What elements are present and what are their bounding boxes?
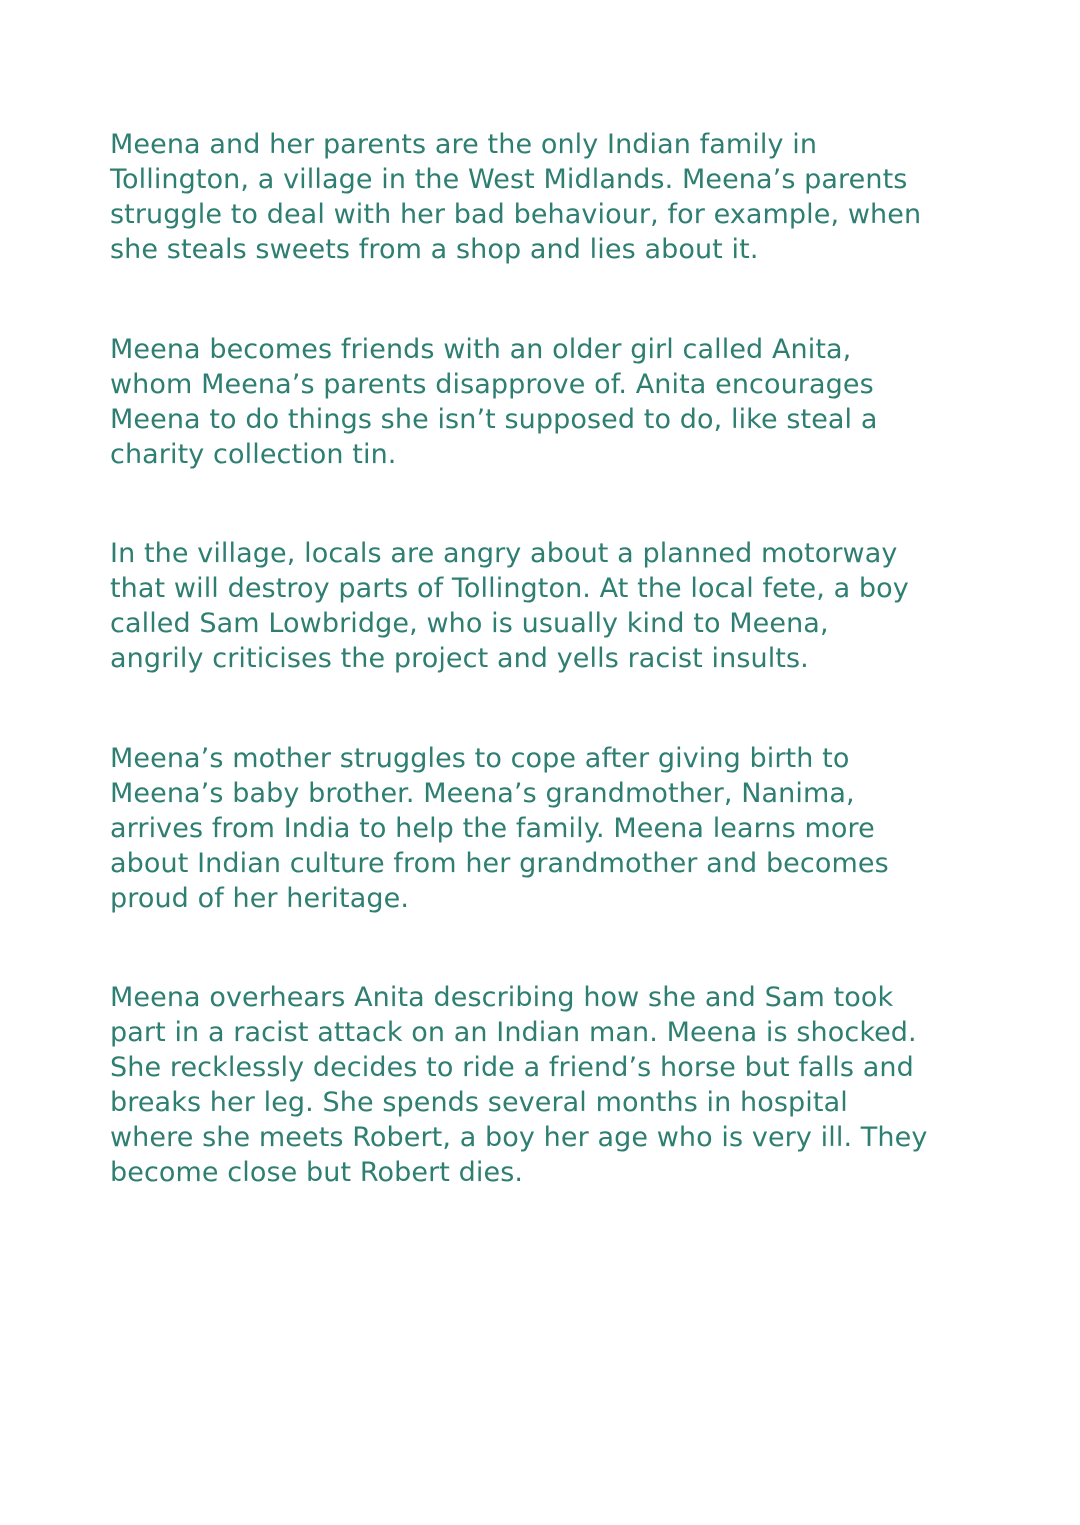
- text-line: about Indian culture from her grandmother and becomes: [110, 848, 889, 879]
- paragraph-family-background: [110, 127, 970, 267]
- text-line: Meena and her parents are the only Indian family in: [110, 129, 818, 160]
- text-line: part in a racist attack on an Indian man. Meena is shocked.: [110, 1017, 917, 1048]
- text-line: charity collection tin.: [110, 439, 397, 470]
- text-line: become close but Robert dies.: [110, 1157, 524, 1188]
- text-line: Tollington, a village in the West Midlands. Meena’s parents: [110, 164, 908, 195]
- text-line: arrives from India to help the family. Meena learns more: [110, 813, 875, 844]
- text-line: Meena overhears Anita describing how she and Sam took: [110, 982, 894, 1013]
- text-line: Meena becomes friends with an older girl called Anita,: [110, 334, 852, 365]
- text-line: that will destroy parts of Tollington. At the local fete, a boy: [110, 573, 909, 604]
- text-line: angrily criticises the project and yells racist insults.: [110, 643, 809, 674]
- paragraph-hospital-robert: [110, 980, 970, 1190]
- paragraph-motorway-fete: [110, 536, 970, 676]
- text-line: breaks her leg. She spends several months in hospital: [110, 1087, 848, 1118]
- text-line: proud of her heritage.: [110, 883, 410, 914]
- paragraph-nanima-arrival: [110, 741, 970, 916]
- text-line: struggle to deal with her bad behaviour, for example, when: [110, 199, 922, 230]
- text-line: where she meets Robert, a boy her age who is very ill. They: [110, 1122, 928, 1153]
- text-line: Meena’s baby brother. Meena’s grandmother, Nanima,: [110, 778, 855, 809]
- text-line: Meena to do things she isn’t supposed to do, like steal a: [110, 404, 878, 435]
- text-line: called Sam Lowbridge, who is usually kind to Meena,: [110, 608, 829, 639]
- text-line: whom Meena’s parents disapprove of. Anita encourages: [110, 369, 874, 400]
- text-line: In the village, locals are angry about a planned motorway: [110, 538, 898, 569]
- text-line: She recklessly decides to ride a friend’s horse but falls and: [110, 1052, 914, 1083]
- text-line: Meena’s mother struggles to cope after giving birth to: [110, 743, 850, 774]
- paragraph-anita-friendship: [110, 332, 970, 472]
- text-line: she steals sweets from a shop and lies about it.: [110, 234, 759, 265]
